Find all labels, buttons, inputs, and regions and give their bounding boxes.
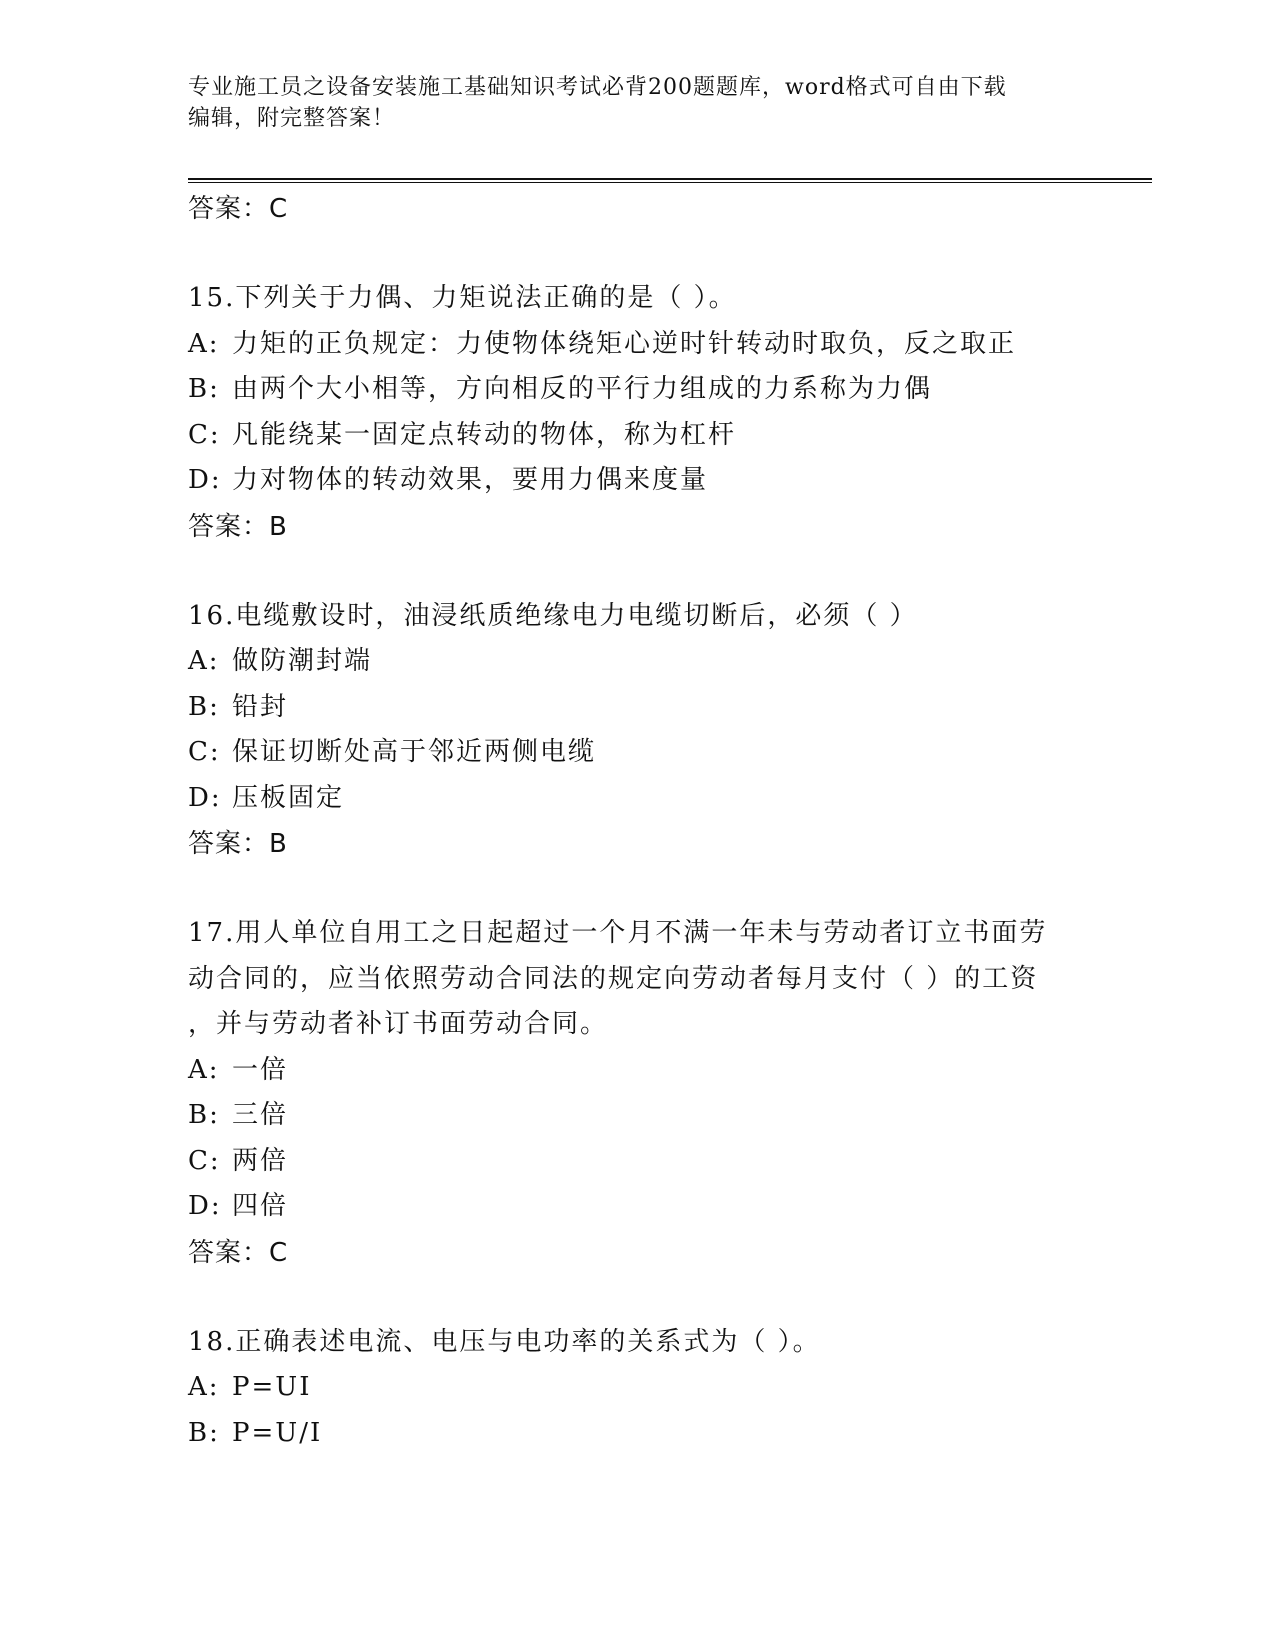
option-text: 四倍 [232,1191,289,1221]
option-text: P=UI [232,1372,312,1402]
option-key: B: [188,374,220,404]
option-text: 铅封 [232,691,289,722]
header-divider [188,178,1152,183]
question-stem [188,911,1088,1048]
question-15 [188,276,1088,550]
option-c [188,413,1088,459]
option-text: 一倍 [232,1054,289,1085]
option-a [188,1365,1088,1411]
option-key: C: [188,419,221,450]
option-key: D: [188,465,222,495]
document-header [188,72,1068,134]
option-key: B: [188,1100,220,1130]
option-key: B: [188,691,220,722]
answer-line: 答案：B [188,511,288,542]
option-text: 凡能绕某一固定点转动的物体，称为杠杆 [232,419,737,450]
option-text: 保证切断处高于邻近两侧电缆 [232,737,597,767]
answer-line: 答案：C [188,194,289,224]
option-a [188,322,1088,368]
option-b [188,367,1088,413]
question-18 [188,1320,1088,1457]
question-stem: 15.下列关于力偶、力矩说法正确的是（ ）。 [188,283,737,313]
option-key: A: [188,1054,220,1085]
option-d [188,1184,1088,1230]
option-c [188,730,1088,776]
option-c [188,1139,1088,1185]
answer-line: 答案：C [188,1237,289,1268]
option-a [188,1048,1088,1094]
question-stem: 18.正确表述电流、电压与电功率的关系式为（ ）。 [188,1326,821,1357]
option-text: 由两个大小相等，方向相反的平行力组成的力系称为力偶 [232,374,933,404]
option-d [188,776,1088,822]
option-key: D: [188,1191,222,1221]
option-text: P=U/I [232,1417,323,1448]
question-list [188,186,1088,1500]
question-stem: 16.电缆敷设时，油浸纸质绝缘电力电缆切断后，必须（ ） [188,600,918,631]
option-key: B: [188,1417,220,1448]
option-b [188,1093,1088,1139]
answer-line: 答案：B [188,829,288,859]
option-text: 力矩的正负规定：力使物体绕矩心逆时针转动时取负，反之取正 [232,328,1017,359]
option-key: C: [188,737,221,767]
option-key: A: [188,328,220,359]
option-a [188,639,1088,685]
header-line-2: 编辑，附完整答案！ [188,106,396,131]
question-16 [188,594,1088,868]
option-key: A: [188,1372,220,1402]
option-text: 压板固定 [232,782,345,813]
question-stem-line: 动合同的，应当依照劳动合同法的规定向劳动者每月支付（ ）的工资 [188,963,1039,994]
option-key: C: [188,1145,221,1176]
option-key: D: [188,782,222,813]
option-key: A: [188,646,220,676]
option-text: 两倍 [232,1145,289,1176]
header-line-1: 专业施工员之设备安装施工基础知识考试必背200题题库，word格式可自由下载 [188,75,1007,100]
option-b [188,685,1088,731]
option-text: 做防潮封端 [232,646,373,676]
question-stem-line: 17.用人单位自用工之日起超过一个月不满一年未与劳动者订立书面劳 [188,918,1048,948]
option-b [188,1411,1088,1457]
option-text: 力对物体的转动效果，要用力偶来度量 [232,465,709,495]
question-stem-line: ，并与劳动者补订书面劳动合同。 [188,1009,609,1039]
question-17 [188,911,1088,1276]
option-text: 三倍 [232,1100,289,1130]
option-d [188,458,1088,504]
